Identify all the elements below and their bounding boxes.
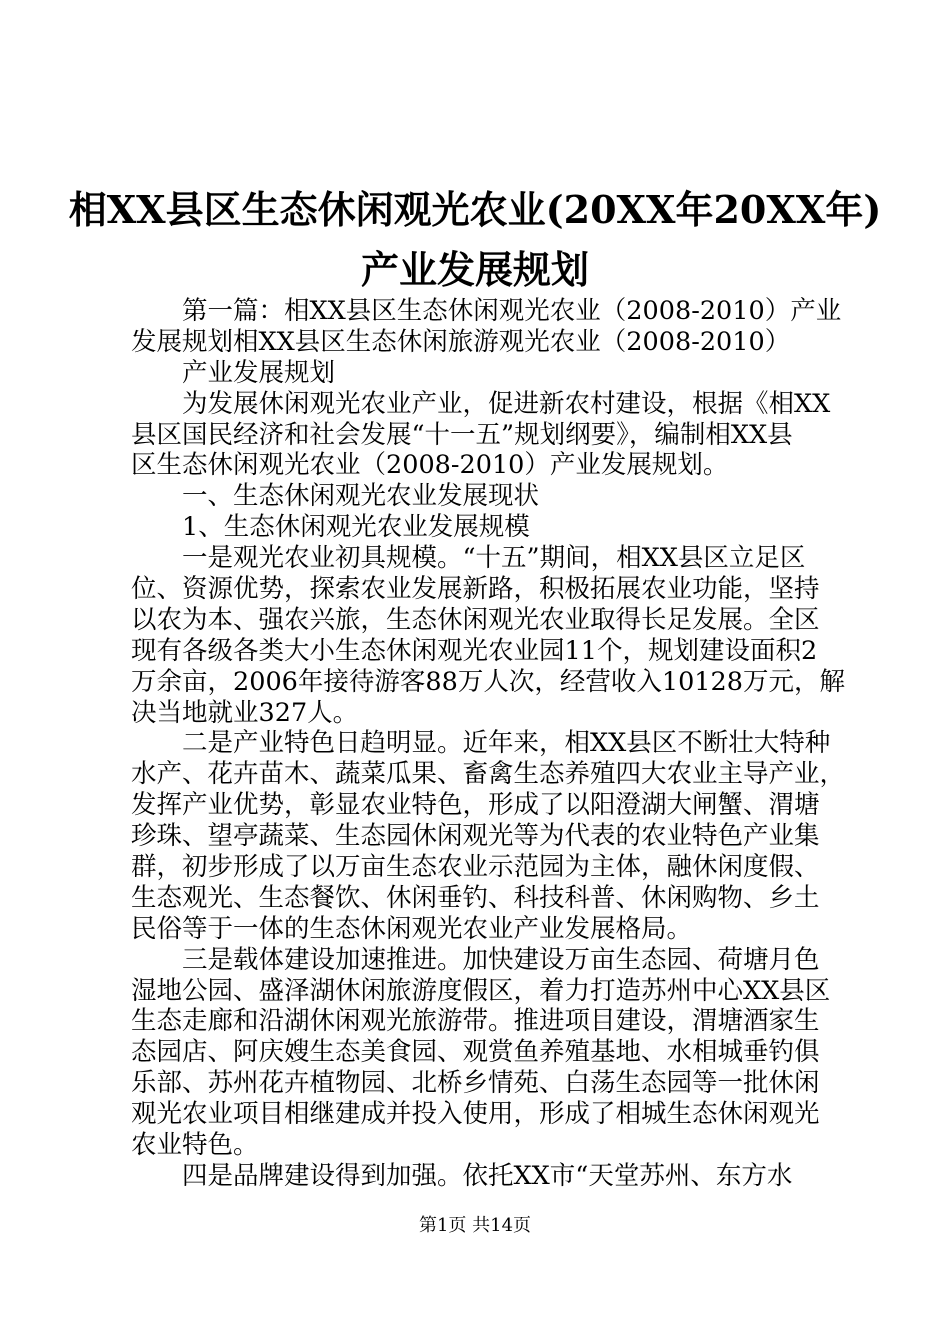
- text-line: 决当地就业327人。: [131, 697, 359, 728]
- text-line: 一、生态休闲观光农业发展现状: [182, 481, 540, 512]
- text-line: 一是观光农业初具规模。“十五”期间，相XX县区立足区: [182, 543, 806, 574]
- text-line: 位、资源优势，探索农业发展新路，积极拓展农业功能，坚持: [131, 574, 820, 605]
- text-line: 观光农业项目相继建成并投入使用，形成了相城生态休闲观光: [131, 1099, 820, 1130]
- text-line: 万余亩，2006年接待游客88万人次，经营收入10128万元，解: [131, 666, 845, 697]
- text-line: 发展规划相XX县区生态休闲旅游观光农业（2008-2010）: [131, 326, 791, 357]
- text-line: 区生态休闲观光农业（2008-2010）产业发展规划。: [131, 450, 729, 481]
- document-title-line-1: 相XX县区生态休闲观光农业(20XX年20XX年): [68, 187, 882, 232]
- text-line: 以农为本、强农兴旅，生态休闲观光农业取得长足发展。全区: [131, 604, 820, 635]
- text-line: 县区国民经济和社会发展“十一五”规划纲要》，编制相XX县: [131, 419, 793, 450]
- text-line: 农业特色。: [131, 1130, 259, 1161]
- text-line: 民俗等于一体的生态休闲观光农业产业发展格局。: [131, 913, 693, 944]
- document-body: [131, 296, 846, 1192]
- text-line: 产业发展规划: [182, 357, 336, 388]
- text-line: 发挥产业优势，彰显农业特色，形成了以阳澄湖大闸蟹、渭塘: [131, 790, 820, 821]
- document-title-line-2: 产业发展规划: [360, 247, 589, 292]
- text-line: 群，初步形成了以万亩生态农业示范园为主体，融休闲度假、: [131, 852, 820, 883]
- text-line: 生态走廊和沿湖休闲观光旅游带。推进项目建设，渭塘酒家生: [131, 1006, 820, 1037]
- text-line: 三是载体建设加速推进。加快建设万亩生态园、荷塘月色: [182, 944, 820, 975]
- text-line: 二是产业特色日趋明显。近年来，相XX县区不断壮大特种: [182, 728, 831, 759]
- text-line: 为发展休闲观光农业产业，促进新农村建设，根据《相XX: [182, 388, 831, 419]
- text-line: 1、生态休闲观光农业发展规模: [182, 512, 530, 543]
- text-line: 四是品牌建设得到加强。依托XX市“天堂苏州、东方水: [182, 1160, 793, 1191]
- text-line: 生态观光、生态餐饮、休闲垂钓、科技科普、休闲购物、乡土: [131, 882, 820, 913]
- text-line: 乐部、苏州花卉植物园、北桥乡情苑、白荡生态园等一批休闲: [131, 1068, 820, 1099]
- text-line: 湿地公园、盛泽湖休闲旅游度假区，着力打造苏州中心XX县区: [131, 975, 831, 1006]
- text-line: 珍珠、望亭蔬菜、生态园休闲观光等为代表的农业特色产业集: [131, 821, 820, 852]
- text-line: 态园店、阿庆嫂生态美食园、观赏鱼养殖基地、水相城垂钓俱: [131, 1037, 820, 1068]
- page-footer: 第1页 共14页: [418, 1215, 532, 1236]
- text-line: 水产、花卉苗木、蔬菜瓜果、畜禽生态养殖四大农业主导产业，: [131, 759, 846, 790]
- text-line: 第一篇：相XX县区生态休闲观光农业（2008-2010）产业: [182, 296, 842, 326]
- text-line: 现有各级各类大小生态休闲观光农业园11个，规划建设面积2: [131, 635, 818, 666]
